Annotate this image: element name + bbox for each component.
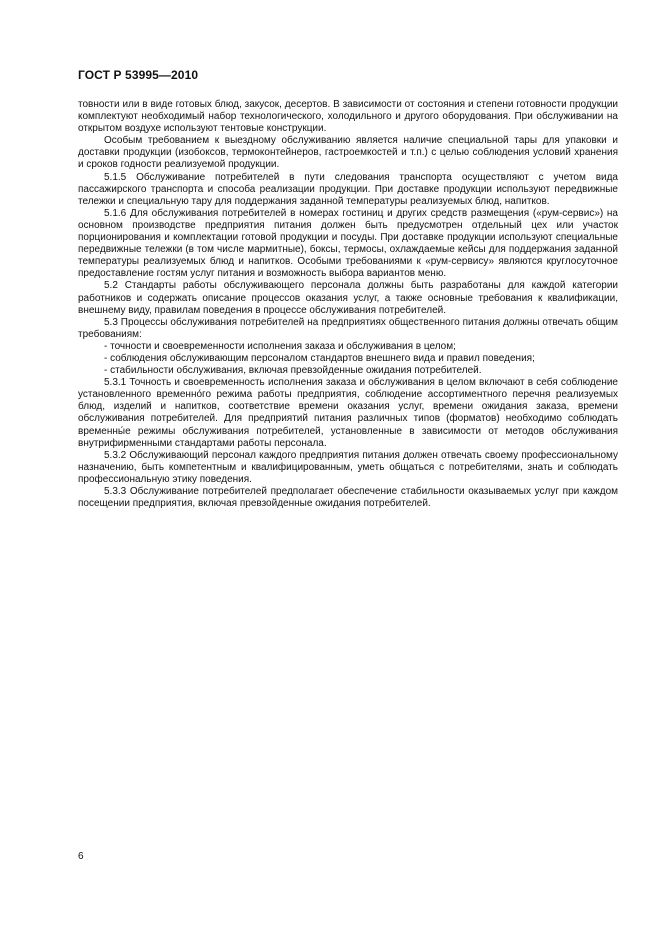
paragraph: 5.1.5 Обслуживание потребителей в пути следования транспорта осуществляют с учетом вида пассажирского транспорта и способа реализации продукции. При доставке продукции используют передвижные тележки и специальную тару для поддержания заданной температуры реализуемых блюд, напитков. (78, 171, 618, 207)
list-item: - стабильности обслуживания, включая превзойденные ожидания потребителей. (104, 365, 482, 377)
document-header: ГОСТ Р 53995—2010 (78, 68, 199, 82)
paragraph: 5.3.3 Обслуживание потребителей предполагает обеспечение стабильности оказываемых услуг при каждом посещении предприятия, включая превзойденные ожидания потребителей. (78, 486, 618, 510)
page-number: 6 (78, 851, 84, 862)
paragraph: 5.3.2 Обслуживающий персонал каждого предприятия питания должен отвечать своему профессиональному назначению, быть компетентным и квалифицированным, уметь общаться с потребителями, знать и соблюдать профессиональную этику поведения. (78, 449, 618, 485)
list-item: - точности и своевременности исполнения заказа и обслуживания в целом; (104, 340, 456, 352)
paragraph: товности или в виде готовых блюд, закусок, десертов. В зависимости от состояния и степени готовности продукции комплектуют необходимый набор технологического, холодильного и другого оборудования. При обслуживании на открытом воздухе используют тентовые конструкции. (78, 99, 618, 135)
paragraph: 5.3.1 Точность и своевременность исполнения заказа и обслуживания в целом включают в себя соблюдение установленного временно́го режима работы предприятия, соблюдение ассортиментного перечня реализуемых блюд, изделий и напитков, соответствие времени оказания услуг, времени ожидания заказа, времени обслуживания потребителей. Для предприятий питания различных типов (форматов) необходимо соблюдать временны́е режимы обслуживания потребителей, установленные в зависимости от методов обслуживания внутрифирменными стандартами работы персонала. (78, 377, 618, 449)
paragraph: 5.1.6 Для обслуживания потребителей в номерах гостиниц и других средств размещения («рум-сервис») на основном производстве предприятия питания должен быть предусмотрен отдельный цех или участок порционирования и комплектации готовой продукции и посуды. При доставке продукции используют специальные передвижные тележки (в том числе мармитные), боксы, термосы, охлаждаемые кейсы для поддержания заданной температуры реализуемых блюд и напитков. Особыми требованиями к «рум-сервису» являются круглосуточное предоставление гостям услуг питания и возможность выбора вариантов меню. (78, 207, 618, 280)
paragraph: 5.2 Стандарты работы обслуживающего персонала должны быть разработаны для каждой категории работников и содержать описание процессов оказания услуг, а также основные требования к квалификации, внешнему виду, правилам поведения в процессе обслуживания потребителей. (78, 280, 618, 316)
paragraph: Особым требованием к выездному обслуживанию является наличие специальной тары для упаковки и доставки продукции (изобоксов, термоконтейнеров, гастроемкостей и т.п.) с целью соблюдения условий хранения и сроков годности реализуемой продукции. (78, 135, 618, 171)
document-body (78, 99, 618, 510)
paragraph: 5.3 Процессы обслуживания потребителей на предприятиях общественного питания должны отвечать общим требованиям: (78, 316, 618, 340)
list-item: - соблюдения обслуживающим персоналом стандартов внешнего вида и правил поведения; (104, 352, 535, 364)
